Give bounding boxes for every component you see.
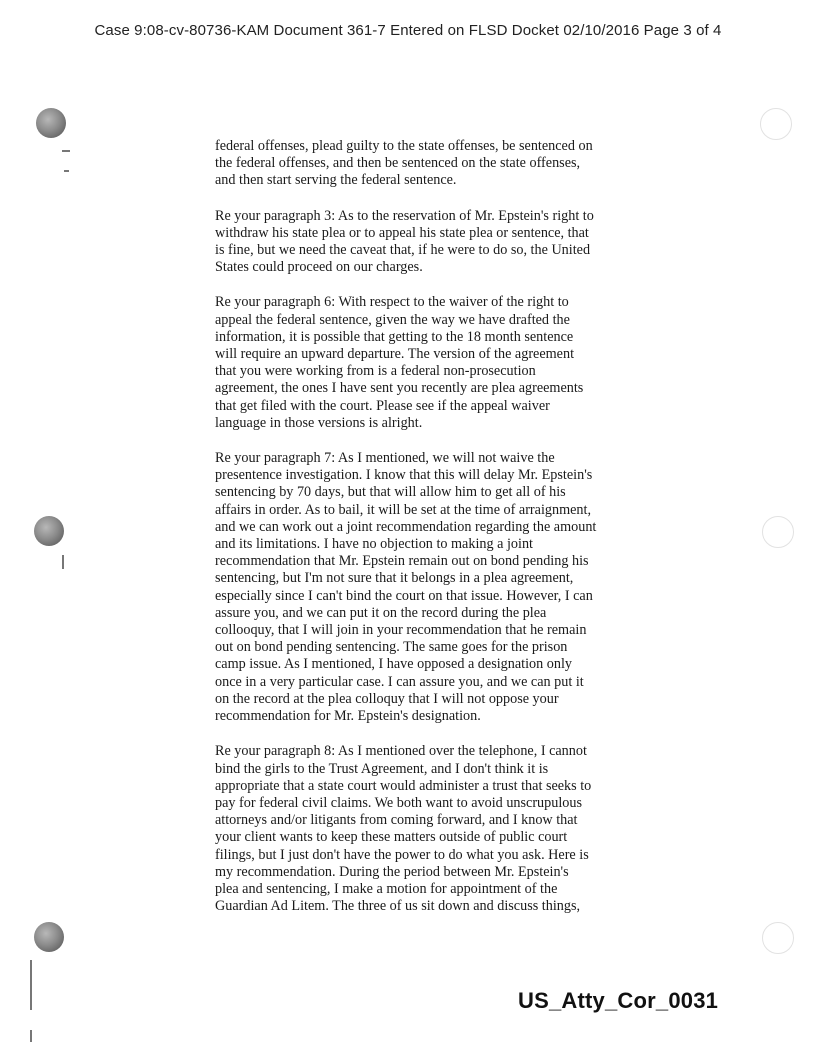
- text-line: especially since I can't bind the court on that issue. However, I can: [215, 587, 593, 604]
- punch-hole-bottom: [34, 922, 64, 952]
- paragraph-re-8: [215, 743, 640, 915]
- text-line: and its limitations. I have no objection to making a joint: [215, 536, 533, 553]
- text-line: your client wants to keep these matters outside of public court: [215, 829, 568, 846]
- scan-mark: [62, 555, 64, 569]
- text-line: Guardian Ad Litem. The three of us sit down and discuss things,: [215, 898, 581, 915]
- text-line: sentencing by 70 days, but that will allow him to get all of his: [215, 484, 566, 501]
- text-line: appeal the federal sentence, given the way we have drafted the: [215, 311, 570, 328]
- faint-hole-bottom-right: [762, 922, 794, 954]
- text-line: agreement, the ones I have sent you recently are plea agreements: [215, 380, 584, 397]
- paragraph-re-7: [215, 450, 640, 725]
- text-line: is fine, but we need the caveat that, if he were to do so, the United: [215, 242, 591, 259]
- text-line: presentence investigation. I know that this will delay Mr. Epstein's: [215, 467, 593, 484]
- text-line: plea and sentencing, I make a motion for appointment of the: [215, 880, 558, 897]
- text-line: affairs in order. As to bail, it will be set at the time of arraignment,: [215, 501, 592, 518]
- text-line: pay for federal civil claims. We both want to avoid unscrupulous: [215, 794, 582, 811]
- scan-mark: [30, 960, 32, 1010]
- faint-hole-top-right: [760, 108, 792, 140]
- text-line: Re your paragraph 6: With respect to the waiver of the right to: [215, 294, 569, 311]
- punch-hole-middle: [34, 516, 64, 546]
- text-line: camp issue. As I mentioned, I have opposed a designation only: [215, 656, 572, 673]
- scan-mark: [62, 150, 70, 152]
- text-line: information, it is possible that getting to the 18 month sentence: [215, 328, 574, 345]
- text-line: once in a very particular case. I can assure you, and we can put it: [215, 673, 584, 690]
- text-line: Re your paragraph 7: As I mentioned, we will not waive the: [215, 450, 555, 467]
- text-line: and we can work out a joint recommendation regarding the amount: [215, 518, 597, 535]
- text-line: my recommendation. During the period between Mr. Epstein's: [215, 863, 569, 880]
- text-line: Re your paragraph 8: As I mentioned over the telephone, I cannot: [215, 743, 587, 760]
- faint-hole-middle-right: [762, 516, 794, 548]
- text-line: federal offenses, plead guilty to the state offenses, be sentenced on: [215, 138, 593, 154]
- scan-mark: [30, 1030, 32, 1042]
- bates-number: US_Atty_Cor_0031: [518, 988, 719, 1013]
- text-line: collooquy, that I will join in your recommendation that he remain: [215, 622, 587, 639]
- text-line: that you were working from is a federal non-prosecution: [215, 363, 536, 380]
- text-line: that get filed with the court. Please see if the appeal waiver: [215, 397, 550, 414]
- letter-body: [215, 138, 640, 933]
- text-line: appropriate that a state court would administer a trust that seeks to: [215, 777, 592, 794]
- text-line: the federal offenses, and then be sentenced on the state offenses,: [215, 155, 581, 172]
- text-line: language in those versions is alright.: [215, 414, 423, 431]
- text-line: recommendation for Mr. Epstein's designation.: [215, 708, 481, 725]
- paragraph-re-6: [215, 294, 640, 432]
- text-line: sentencing, but I'm not sure that it belongs in a plea agreement,: [215, 570, 574, 587]
- paragraph-re-3: [215, 208, 640, 277]
- text-line: withdraw his state plea or to appeal his state plea or sentence, that: [215, 224, 589, 241]
- text-line: assure you, and we can put it on the record during the plea: [215, 604, 547, 621]
- text-line: on the record at the plea colloquy that I will not oppose your: [215, 690, 559, 707]
- scan-mark: [64, 170, 69, 172]
- case-header: Case 9:08-cv-80736-KAM Document 361-7 Entered on FLSD Docket 02/10/2016 Page 3 of 4: [94, 22, 722, 39]
- text-line: recommendation that Mr. Epstein remain out on bond pending his: [215, 553, 589, 570]
- text-line: and then start serving the federal sentence.: [215, 172, 457, 189]
- paragraph-continuation: [215, 138, 640, 190]
- text-line: filings, but I just don't have the power to do what you ask. Here is: [215, 846, 589, 863]
- text-line: will require an upward departure. The version of the agreement: [215, 346, 575, 363]
- punch-hole-top: [36, 108, 66, 138]
- text-line: Re your paragraph 3: As to the reservation of Mr. Epstein's right to: [215, 207, 594, 224]
- text-line: States could proceed on our charges.: [215, 259, 423, 276]
- text-line: out on bond pending sentencing. The same goes for the prison: [215, 639, 568, 656]
- text-line: bind the girls to the Trust Agreement, and I don't think it is: [215, 760, 549, 777]
- text-line: attorneys and/or litigants from coming forward, and I know that: [215, 812, 578, 829]
